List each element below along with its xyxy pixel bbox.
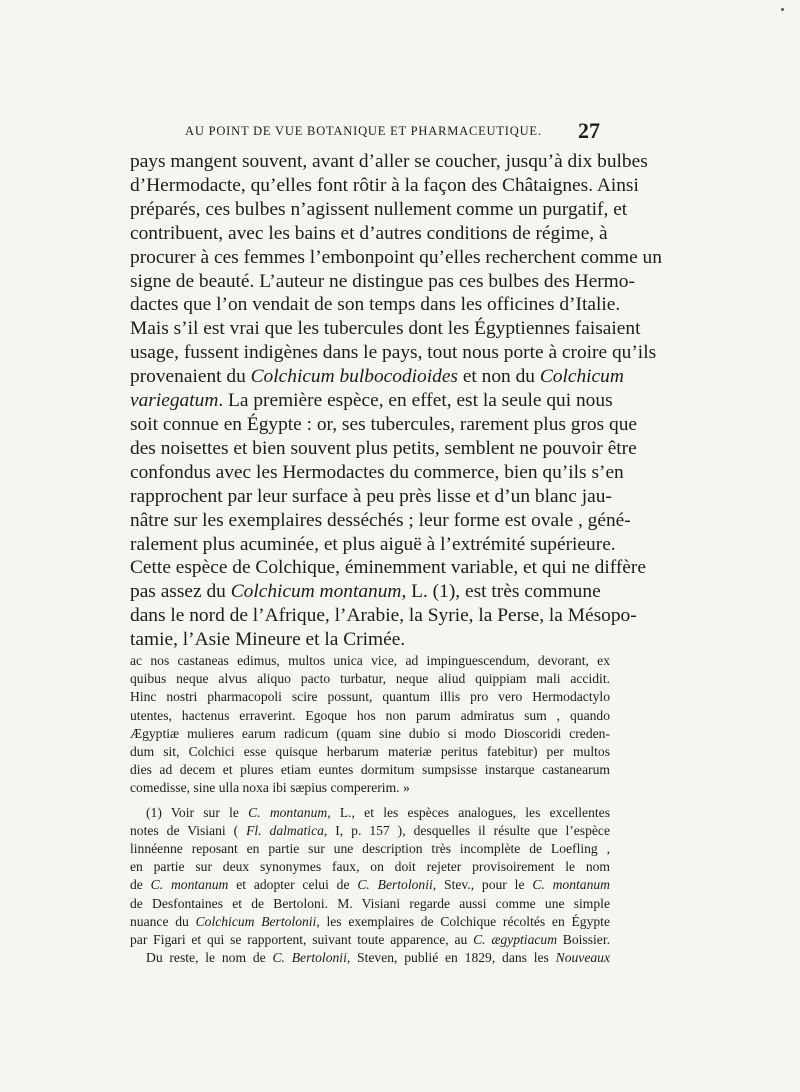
note-line	[130, 949, 610, 967]
text-line: tamie, l’Asie Mineure et la Crimée.	[130, 629, 406, 651]
note-line: dies ad decem et plures etiam euntes dormitum sumpsisse instarque castanearum	[130, 762, 610, 778]
notes-section	[130, 652, 610, 967]
text-line: confondus avec les Hermodactes du commerce, bien qu’ils s’en	[130, 461, 624, 483]
text-run: par Figari et qui se rapportent, suivant toute apparence, au	[130, 932, 474, 948]
note-line: de Desfontaines et de Bertoloni. M. Visiani regarde aussi comme une simple	[130, 895, 610, 911]
note-line: comedisse, sine ulla noxa ibi sæpius compererim. »	[130, 780, 410, 796]
note-line	[130, 913, 610, 931]
book-title: Nouveaux	[555, 950, 610, 966]
text-line: préparés, ces bulbes n’agissent nullement comme un purgatif, et	[130, 198, 628, 220]
taxon-name: Colchicum Bertolonii	[195, 913, 317, 929]
text-line	[130, 365, 624, 389]
text-run: , Stev., pour le	[432, 877, 533, 893]
text-run: . La première espèce, en effet, est la seule qui nous	[218, 390, 613, 412]
text-run: , Steven, publié en 1829, dans les	[346, 950, 556, 966]
note-line	[130, 876, 610, 894]
taxon-name: Colchicum	[539, 366, 624, 388]
note-line: Hinc nostri pharmacopoli scire possunt, quantum illis pro vero Hermodactylo	[130, 689, 610, 705]
text-line: signe de beauté. L’auteur ne distingue pas ces bulbes des Hermo-	[130, 270, 635, 292]
text-line: nâtre sur les exemplaires desséchés ; leur forme est ovale , géné-	[130, 509, 631, 531]
note-line: utentes, hactenus erraverint. Egoque hos non parum admiratus sum , quando	[130, 707, 610, 723]
running-title: AU POINT DE VUE BOTANIQUE ET PHARMACEUTIQUE.	[185, 124, 542, 138]
text-run: , L. (1), est très commune	[401, 581, 601, 603]
note-line	[130, 822, 610, 840]
footnote-1	[130, 804, 610, 968]
taxon-name: Colchicum bulbocodioides	[250, 366, 458, 388]
note-line: dum sit, Colchici esse quisque herbarum materiæ peritus fatebitur) per multos	[130, 744, 610, 760]
text-run: pas assez du	[130, 581, 231, 603]
latin-quotation	[130, 652, 610, 798]
note-line: en partie sur deux synonymes faux, on doit rejeter provisoirement le nom	[130, 859, 610, 875]
text-run: de	[130, 877, 151, 893]
text-run: Boissier.	[557, 932, 610, 948]
taxon-name: Colchicum montanum	[230, 581, 402, 603]
running-head	[130, 118, 600, 144]
text-line: dans le nord de l’Afrique, l’Arabie, la Syrie, la Perse, la Mésopo-	[130, 605, 637, 627]
book-title: Fl. dalmatica	[246, 822, 324, 838]
text-run: , L., et les espèces analogues, les excellentes	[327, 804, 610, 820]
taxon-name: C. ægyptiacum	[473, 932, 558, 948]
taxon-name: C. montanum	[150, 877, 229, 893]
text-line: des noisettes et bien souvent plus petits, semblent ne pouvoir être	[130, 437, 637, 459]
text-line: procurer à ces femmes l’embonpoint qu’elles recherchent comme un	[130, 246, 662, 268]
text-line	[130, 580, 600, 604]
text-line: ralement plus acuminée, et plus aiguë à l’extrémité supérieure.	[130, 533, 616, 555]
taxon-name: C. montanum	[532, 877, 611, 893]
text-line: soit connue en Égypte : or, ses tubercules, rarement plus gros que	[130, 413, 638, 435]
text-line: d’Hermodacte, qu’elles font rôtir à la façon des Châtaignes. Ainsi	[130, 174, 639, 196]
text-run: (1) Voir sur le	[146, 804, 249, 820]
note-line: quibus neque alvus aliquo pacto turbatur, neque aliud quippiam mali accidit.	[130, 671, 610, 687]
note-line: Ægyptiæ mulieres earum radicum (quam sine dubio si modo Dioscoridi creden-	[130, 725, 610, 741]
text-run: nuance du	[130, 913, 196, 929]
taxon-name: C. Bertolonii	[357, 877, 433, 893]
note-line: linnéenne reposant en partie sur une description très incomplète de Loefling ,	[130, 841, 610, 857]
note-line	[130, 804, 610, 822]
text-line: usage, fussent indigènes dans le pays, tout nous porte à croire qu’ils	[130, 342, 657, 364]
text-line: rapprochent par leur surface à peu près lisse et d’un blanc jau-	[130, 485, 612, 507]
taxon-name: C. montanum	[248, 804, 328, 820]
page-number: 27	[578, 118, 600, 143]
text-line: Cette espèce de Colchique, éminemment variable, et qui ne diffère	[130, 557, 646, 579]
main-paragraph	[130, 150, 662, 652]
taxon-name: C. Bertolonii	[272, 950, 347, 966]
text-line: pays mangent souvent, avant d’aller se coucher, jusqu’à dix bulbes	[130, 151, 648, 172]
text-line: Mais s’il est vrai que les tubercules dont les Égyptiennes faisaient	[130, 318, 641, 340]
text-run: , les exemplaires de Colchique récoltés en Égypte	[316, 913, 610, 929]
text-line: contribuent, avec les bains et d’autres conditions de régime, à	[130, 222, 608, 244]
text-line	[130, 389, 613, 413]
text-run: provenaient du	[130, 366, 251, 388]
text-run: notes de Visiani (	[130, 822, 247, 838]
page-speck	[781, 8, 784, 11]
text-run: et non du	[457, 366, 540, 388]
note-line: ac nos castaneas edimus, multos unica vice, ad impinguescendum, devorant, ex	[130, 653, 610, 668]
note-line	[130, 931, 610, 949]
taxon-name: variegatum	[130, 390, 219, 412]
text-line: dactes que l’on vendait de son temps dans les officines d’Italie.	[130, 294, 621, 316]
text-run: et adopter celui de	[228, 877, 358, 893]
text-run: Du reste, le nom de	[146, 950, 273, 966]
text-run: , I, p. 157 ), desquelles il résulte que l’espèce	[323, 822, 610, 838]
